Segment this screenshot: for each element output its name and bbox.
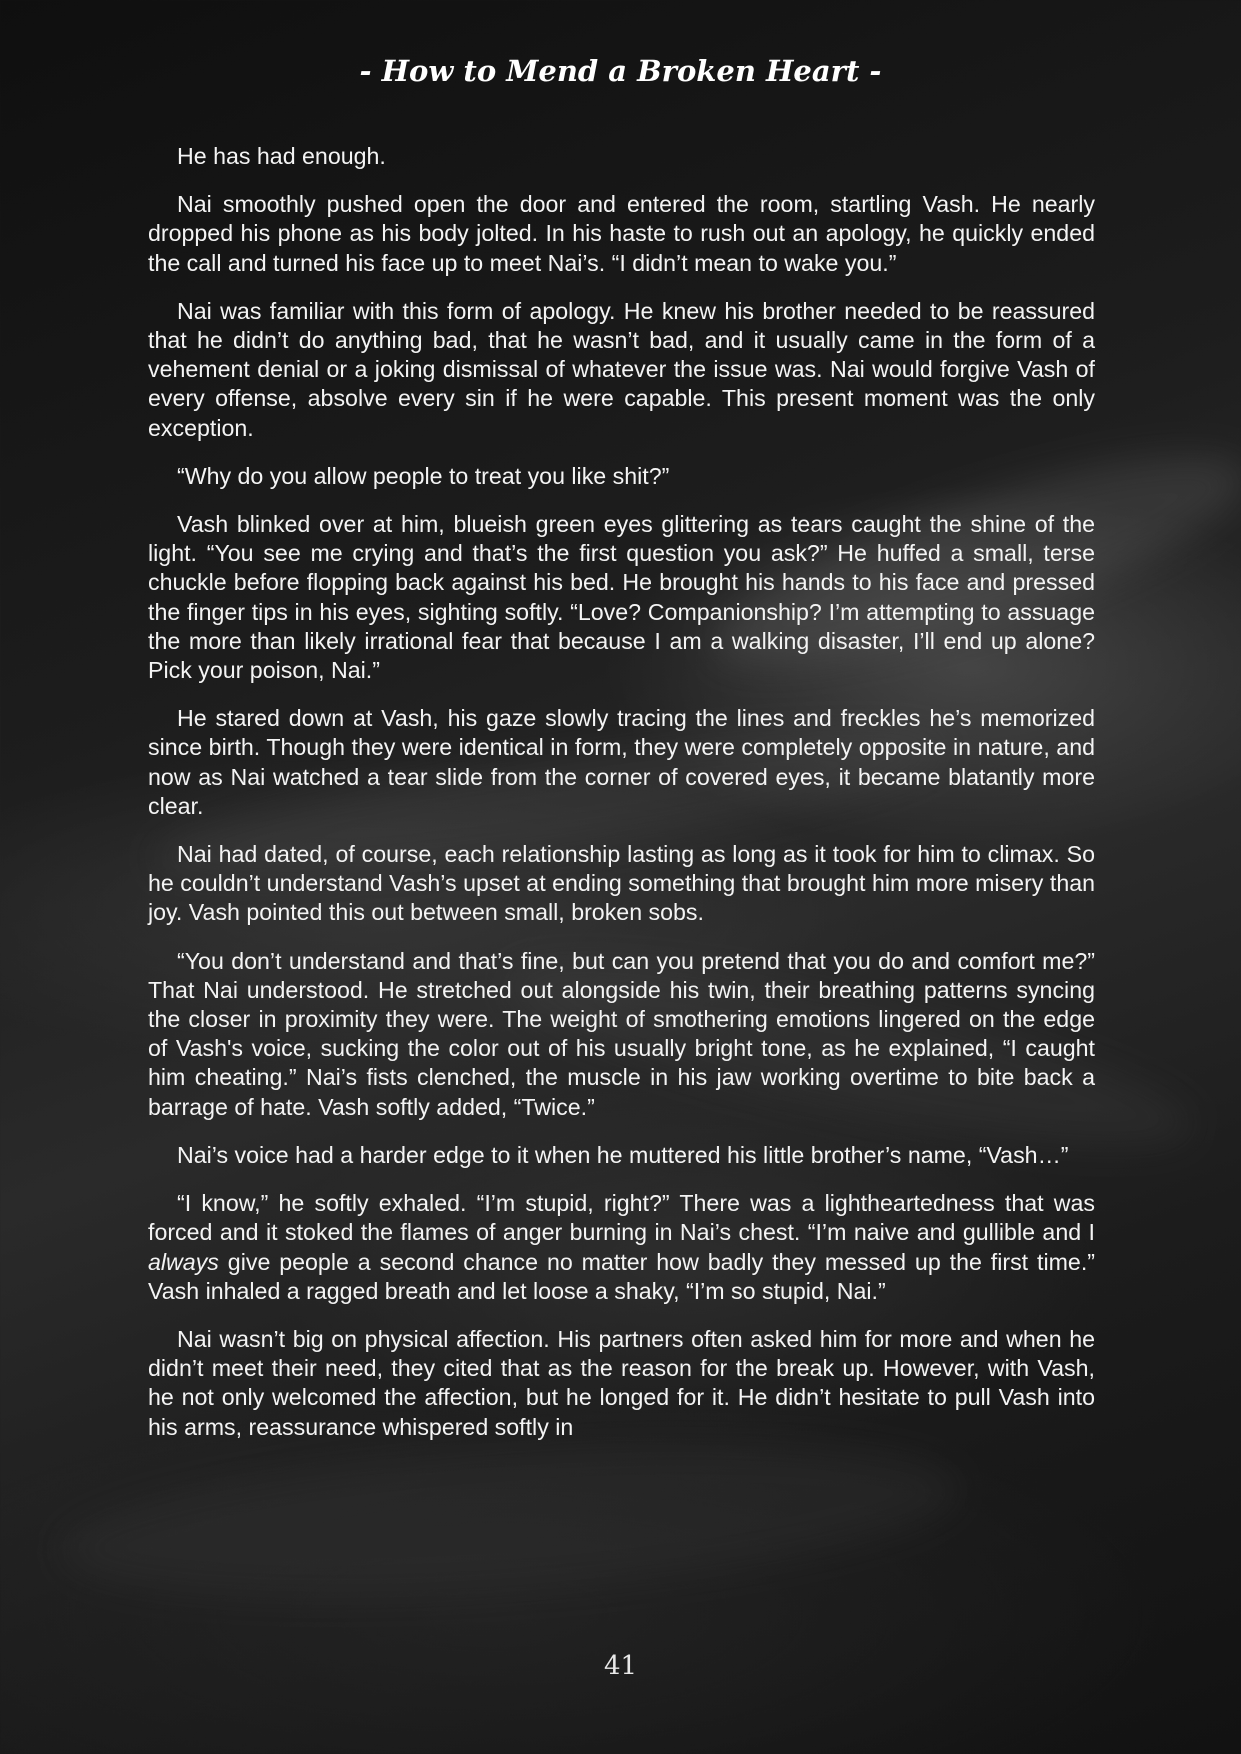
paragraph: Nai smoothly pushed open the door and entered the room, startling Vash. He nearly dropped his phone as his body jolted. In his haste to rush out an apology, he quickly ended the call and turned his face up to meet Nai’s. “I didn’t mean to wake you.” bbox=[148, 191, 1095, 276]
running-title: - How to Mend a Broken Heart - bbox=[359, 54, 882, 88]
background-fold bbox=[56, 1419, 964, 1621]
paragraph: Vash blinked over at him, blueish green eyes glittering as tears caught the shine of the light. “You see me crying and that’s the first question you ask?” He huffed a small, terse chuckle before flopping back against his bed. He brought his hands to his face and pressed the finger tips in his eyes, sighting softly. “Love? Companionship? I’m attempting to assuage the more than likely irrational fear that because I am a walking disaster, I’ll end up alone? Pick your poison, Nai.” bbox=[148, 511, 1095, 684]
paragraph bbox=[148, 1189, 1095, 1306]
paragraph: He has had enough. bbox=[177, 143, 386, 169]
paragraph: “Why do you allow people to treat you like shit?” bbox=[177, 462, 670, 489]
paragraph: Nai was familiar with this form of apology. He knew his brother needed to be reassured that he didn’t do anything bad, that he wasn’t bad, and it usually came in the form of a vehement denial or a joking dismissal of whatever the issue was. Nai would forgive Vash of every offense, absolve every sin if he were capable. This present moment was the only exception. bbox=[148, 297, 1095, 441]
paragraph: Nai wasn’t big on physical affection. His partners often asked him for more and when he didn’t meet their need, they cited that as the reason for the break up. However, with Vash, he not only welcomed the affection, but he longed for it. He didn’t hesitate to pull Vash into his arms, reassurance whispered softly in bbox=[148, 1325, 1095, 1440]
paragraph: Nai’s voice had a harder edge to it when he muttered his little brother’s name, “Vash…” bbox=[177, 1141, 1069, 1168]
page-number: 41 bbox=[603, 1651, 638, 1681]
paragraph: “You don’t understand and that’s fine, but can you pretend that you do and comfort me?” That Nai understood. He stretched out alongside his twin, their breathing patterns syncing the closer in proximity they were. The weight of smothering emotions lingered on the edge of Vash's voice, sucking the color out of his usually bright tone, as he explained, “I caught him cheating.” Nai’s fists clenched, the muscle in his jaw working overtime to bite back a barrage of hate. Vash softly added, “Twice.” bbox=[148, 947, 1095, 1120]
story-text bbox=[148, 142, 1095, 1442]
paragraph: He stared down at Vash, his gaze slowly tracing the lines and freckles he’s memorized since birth. Though they were identical in form, they were completely opposite in nature, and now as Nai watched a tear slide from the corner of covered eyes, it became blatantly more clear. bbox=[148, 705, 1095, 819]
paragraph-text: give people a second chance no matter how badly they messed up the first time.” Vash inhaled a ragged breath and let loose a shaky, “I’m so stupid, Nai.” bbox=[148, 1248, 1095, 1304]
paragraph-text: “I know,” he softly exhaled. “I’m stupid, right?” There was a lightheartedness that was forced and it stoked the flames of anger burning in Nai’s chest. “I’m naive and gullible and I bbox=[148, 1190, 1095, 1246]
paragraph: Nai had dated, of course, each relationship lasting as long as it took for him to climax. So he couldn’t understand Vash’s upset at ending something that brought him more misery than joy. Vash pointed this out between small, broken sobs. bbox=[148, 841, 1095, 926]
emphasis-text: always bbox=[148, 1248, 219, 1275]
